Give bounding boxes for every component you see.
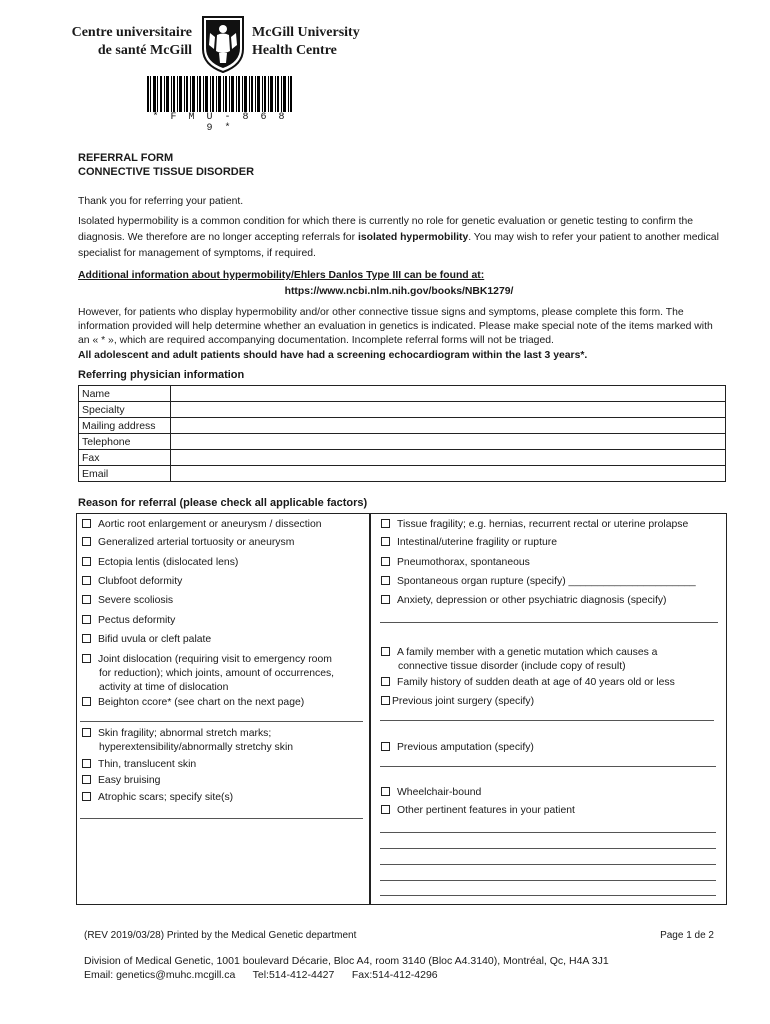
hypermobility-paragraph: Isolated hypermobility is a common condition for which there is currently no role for genetic evaluation or genetic testing to confirm the diagnosis. We therefore are no longer accepting referrals for isolated hypermobility. You may wish to refer your patient to another medical specialist for management of symptoms, if required. xyxy=(78,216,719,259)
form-title: REFERRAL FORM xyxy=(78,152,174,164)
checkbox[interactable] xyxy=(381,537,390,546)
answer-line[interactable] xyxy=(80,721,363,722)
info-url-link[interactable]: https://www.ncbi.nlm.nih.gov/books/NBK1279/ xyxy=(284,286,514,297)
answer-line[interactable] xyxy=(80,818,363,819)
list-item: Previous amputation (specify) xyxy=(381,741,534,755)
checkbox[interactable] xyxy=(381,557,390,566)
list-item: Clubfoot deformity xyxy=(82,575,182,589)
form-subtitle: CONNECTIVE TISSUE DISORDER xyxy=(78,166,255,178)
mailing-address-field[interactable] xyxy=(171,418,726,434)
answer-line[interactable] xyxy=(380,766,716,767)
list-item: Other pertinent features in your patient xyxy=(381,804,575,818)
info-heading: Additional information about hypermobility/Ehlers Danlos Type III can be found at: xyxy=(78,270,485,281)
table-row xyxy=(79,386,726,402)
list-item: Pectus deformity xyxy=(82,614,175,628)
checkbox[interactable] xyxy=(82,557,91,566)
table-row xyxy=(79,450,726,466)
specialty-field[interactable] xyxy=(171,402,726,418)
checkbox[interactable] xyxy=(82,654,91,663)
table-row xyxy=(79,418,726,434)
list-item: Easy bruising xyxy=(82,774,160,788)
answer-line[interactable] xyxy=(380,864,716,865)
answer-line[interactable] xyxy=(380,880,716,881)
muhc-crest-icon xyxy=(200,15,246,73)
checkbox[interactable] xyxy=(82,775,91,784)
list-item: Thin, translucent skin xyxy=(82,758,196,772)
list-item: Wheelchair-bound xyxy=(381,786,481,800)
answer-line[interactable] xyxy=(380,895,716,896)
email-field[interactable] xyxy=(171,466,726,482)
list-item: Tissue fragility; e.g. hernias, recurrent rectal or uterine prolapse xyxy=(381,518,688,532)
answer-line[interactable] xyxy=(380,622,718,623)
checkbox[interactable] xyxy=(381,576,390,585)
barcode-icon xyxy=(145,76,295,112)
logo-text-french: Centre universitaire de santé McGill xyxy=(71,25,192,58)
checkbox[interactable] xyxy=(82,537,91,546)
instructions-paragraph: However, for patients who display hypermobility and/or other connective tissue signs and symptoms, please complete this form. The information provided will help determine whether an evaluation in genetics is indicated. Please make special note of the items marked with an « * », which are required accompanying documentation. Incomplete referral forms will not be triaged. xyxy=(78,307,713,346)
checkbox[interactable] xyxy=(82,576,91,585)
telephone-field[interactable] xyxy=(171,434,726,450)
barcode-label: * F M U - 8 6 8 9 * xyxy=(152,112,288,134)
answer-line[interactable] xyxy=(380,848,716,849)
thanks-text: Thank you for referring your patient. xyxy=(78,196,244,207)
table-row xyxy=(79,466,726,482)
checkbox[interactable] xyxy=(82,792,91,801)
column-divider xyxy=(369,513,371,905)
list-item: Family history of sudden death at age of 40 years old or less xyxy=(381,676,675,690)
address-line: Division of Medical Genetic, 1001 boulevard Décarie, Bloc A4, room 3140 (Bloc A4.3140), Montréal, Qc, H4A 3J1 xyxy=(84,955,609,967)
field-label: Specialty xyxy=(79,402,171,418)
name-field[interactable] xyxy=(171,386,726,402)
field-label: Telephone xyxy=(79,434,171,450)
checkbox[interactable] xyxy=(82,728,91,737)
list-item: Severe scoliosis xyxy=(82,594,173,608)
physician-table xyxy=(78,385,726,482)
checkbox[interactable] xyxy=(82,697,91,706)
checkbox[interactable] xyxy=(381,805,390,814)
checkbox[interactable] xyxy=(82,759,91,768)
table-row xyxy=(79,402,726,418)
list-item: Joint dislocation (requiring visit to emergency room for reduction); which joints, amount of occurrences, activity at time of dislocation xyxy=(82,653,334,695)
list-item: Beighton ccore* (see chart on the next page) xyxy=(82,696,304,710)
list-item: Skin fragility; abnormal stretch marks; hyperextensibility/abnormally stretchy skin xyxy=(82,727,293,755)
answer-line[interactable] xyxy=(380,720,714,721)
list-item: Bifid uvula or cleft palate xyxy=(82,633,211,647)
logo-text-english: McGill University Health Centre xyxy=(252,25,360,58)
list-item: Generalized arterial tortuosity or aneurysm xyxy=(82,536,294,550)
checkbox[interactable] xyxy=(381,677,390,686)
table-row xyxy=(79,434,726,450)
checkbox[interactable] xyxy=(82,634,91,643)
checkbox[interactable] xyxy=(381,595,390,604)
list-item: A family member with a genetic mutation which causes a connective tissue disorder (include copy of result) xyxy=(381,646,657,674)
physician-heading: Referring physician information xyxy=(78,369,245,381)
list-item: Pneumothorax, spontaneous xyxy=(381,556,530,570)
reason-heading: Reason for referral (please check all applicable factors) xyxy=(78,497,368,509)
contact-line: Email: genetics@muhc.mcgill.ca Tel:514-412-4427 Fax:514-412-4296 xyxy=(84,969,438,981)
list-item: Atrophic scars; specify site(s) xyxy=(82,791,233,805)
list-item: Aortic root enlargement or aneurysm / dissection xyxy=(82,518,322,532)
revision-note: (REV 2019/03/28) Printed by the Medical Genetic department xyxy=(84,930,357,941)
answer-line[interactable] xyxy=(380,832,716,833)
field-label: Email xyxy=(79,466,171,482)
checkbox[interactable] xyxy=(381,647,390,656)
additional-info xyxy=(78,268,720,300)
checkbox[interactable] xyxy=(381,519,390,528)
fax-field[interactable] xyxy=(171,450,726,466)
echocardiogram-note: All adolescent and adult patients should have had a screening echocardiogram within the last 3 years*. xyxy=(78,350,588,361)
checkbox[interactable] xyxy=(381,696,390,705)
checkbox[interactable] xyxy=(82,519,91,528)
field-label: Fax xyxy=(79,450,171,466)
page-number: Page 1 de 2 xyxy=(660,930,714,941)
field-label: Mailing address xyxy=(79,418,171,434)
list-item: Ectopia lentis (dislocated lens) xyxy=(82,556,238,570)
checkbox[interactable] xyxy=(381,742,390,751)
list-item: Previous joint surgery (specify) xyxy=(381,695,534,709)
checkbox[interactable] xyxy=(82,595,91,604)
list-item: Anxiety, depression or other psychiatric diagnosis (specify) xyxy=(381,594,667,608)
list-item: Intestinal/uterine fragility or rupture xyxy=(381,536,557,550)
field-label: Name xyxy=(79,386,171,402)
checkbox[interactable] xyxy=(381,787,390,796)
list-item: Spontaneous organ rupture (specify) ______________________ xyxy=(381,575,696,589)
checkbox[interactable] xyxy=(82,615,91,624)
